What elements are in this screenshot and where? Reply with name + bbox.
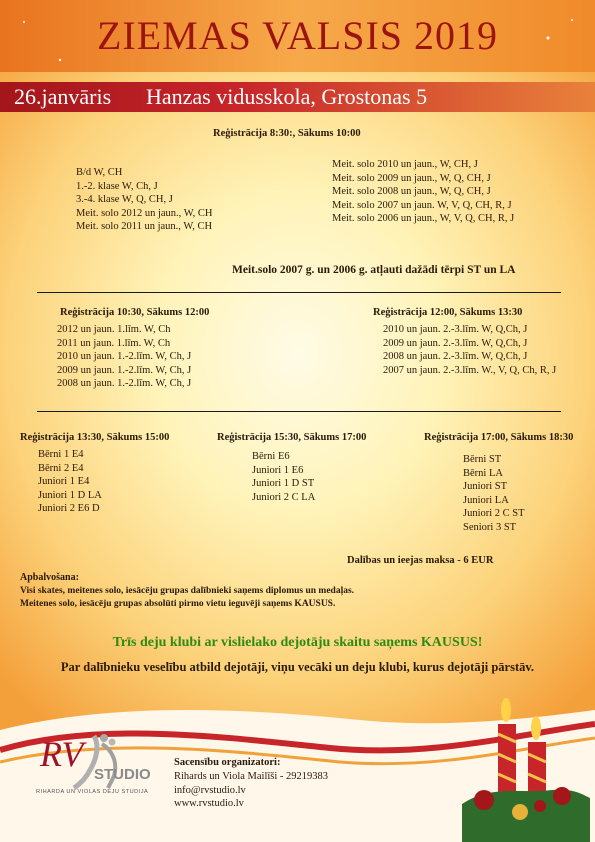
list-item: Juniori 1 D ST	[252, 478, 315, 489]
list-item: Bērni ST	[463, 454, 502, 465]
list-item: 2010 un jaun. 2.-3.līm. W, Q,Ch, J	[383, 324, 528, 335]
list-item: B/d W, CH	[76, 167, 123, 178]
list-item: Meit. solo 2010 un jaun., W, CH, J	[332, 159, 478, 170]
organizer-web[interactable]: www.rvstudio.lv	[174, 798, 244, 809]
list-item: Meit. solo 2009 un jaun., W, Q, CH, J	[332, 172, 491, 184]
page-title: ZIEMAS VALSIS 2019	[96, 13, 499, 58]
list-item: Meit. solo 2011 un jaun., W, CH	[76, 221, 213, 232]
session6-list	[463, 453, 525, 534]
list-item: Meit. solo 2012 un jaun., W, CH	[76, 207, 213, 219]
list-item: Juniori 2 E6 D	[38, 503, 100, 514]
list-item: 3.-4. klase W, Q, CH, J	[76, 194, 173, 205]
event-venue: Hanzas vidusskola, Grostonas 5	[146, 84, 428, 109]
awards-heading: Apbalvošana:	[20, 572, 79, 583]
fee-note: Dalības un ieejas maksa - 6 EUR	[347, 555, 494, 566]
logo-studio: STUDIO	[94, 766, 151, 783]
list-item: Meit. solo 2008 un jaun., W, Q, CH, J	[332, 186, 491, 197]
list-item: Bērni E6	[252, 451, 290, 462]
list-item: Bērni 2 E4	[38, 462, 84, 474]
info-banner	[0, 82, 595, 112]
sparkle-decoration	[0, 0, 595, 80]
list-item: Seniori 3 ST	[463, 521, 517, 533]
session4-list	[38, 448, 102, 516]
list-item: 2011 un jaun. 1.līm. W, Ch	[57, 337, 171, 349]
session6-heading: Reģistrācija 17:00, Sākums 18:30	[424, 432, 574, 443]
list-item: Meit. solo 2007 un jaun. W, V, Q, CH, R, J	[332, 199, 512, 211]
session1-note: Meit.solo 2007 g. un 2006 g. atļauti dažādi tērpi ST un LA	[232, 264, 516, 276]
list-item: Juniori ST	[463, 481, 508, 492]
list-item: 2012 un jaun. 1.līm. W, Ch	[57, 324, 171, 335]
session1-left-list	[76, 166, 213, 234]
highlight-text: Trīs deju klubi ar vislielako dejotāju skaitu saņems KAUSUS!	[112, 635, 483, 650]
disclaimer-text: Par dalībnieku veselību atbild dejotāji, viņu vecāki un deju klubi, kurus dejotāji pārstāv.	[60, 660, 535, 674]
list-item: Juniori LA	[463, 494, 509, 506]
list-item: 2007 un jaun. 2.-3.līm. W., V, Q, Ch, R, J	[383, 364, 557, 376]
awards-line: Visi skates, meitenes solo, iesācēju grupas dalībnieki saņems diplomus un medaļas.	[20, 586, 355, 596]
list-item: Juniori 1 E6	[252, 464, 304, 476]
session3-list	[383, 323, 556, 377]
logo-letters: RV	[40, 734, 84, 774]
divider	[37, 411, 561, 412]
session1-heading: Reģistrācija 8:30:, Sākums 10:00	[213, 128, 361, 139]
session4-heading: Reģistrācija 13:30, Sākums 15:00	[20, 432, 170, 443]
awards-line: Meitenes solo, iesācēju grupas absolūti pirmo vietu ieguvēji saņems KAUSUS.	[20, 599, 336, 609]
session1-right-list	[332, 158, 514, 226]
list-item: 2010 un jaun. 1.-2.līm. W, Ch, J	[57, 351, 192, 362]
list-item: Bērni 1 E4	[38, 449, 84, 460]
organizer-email[interactable]: info@rvstudio.lv	[174, 785, 246, 796]
list-item: Juniori 2 C LA	[252, 491, 316, 503]
list-item: 2009 un jaun. 2.-3.līm. W, Q,Ch, J	[383, 337, 528, 349]
session2-list	[57, 323, 191, 391]
event-date: 26.janvāris	[14, 84, 112, 109]
candles-illustration	[462, 694, 590, 842]
session2-heading: Reģistrācija 10:30, Sākums 12:00	[60, 307, 210, 318]
organizer-names: Rihards un Viola Mailīši - 29219383	[174, 771, 329, 782]
list-item: Meit. solo 2006 un jaun., W, V, Q, CH, R, J	[332, 213, 515, 224]
list-item: Juniori 1 E4	[38, 476, 90, 487]
list-item: 1.-2. klase W, Ch, J	[76, 180, 158, 192]
list-item: Juniori 1 D LA	[38, 489, 102, 501]
session3-heading: Reģistrācija 12:00, Sākums 13:30	[373, 307, 523, 318]
session5-heading: Reģistrācija 15:30, Sākums 17:00	[217, 432, 367, 443]
list-item: 2008 un jaun. 2.-3.līm. W, Q,Ch, J	[383, 351, 528, 362]
list-item: Juniori 2 C ST	[463, 508, 525, 519]
logo-tagline: RIHARDA UN VIOLAS DEJU STUDIJA	[36, 789, 149, 795]
list-item: 2008 un jaun. 1.-2.līm. W, Ch, J	[57, 378, 192, 389]
divider	[37, 292, 561, 293]
session5-list	[252, 450, 315, 504]
list-item: 2009 un jaun. 1.-2.līm. W, Ch, J	[57, 364, 192, 376]
organizer-heading: Sacensību organizatori:	[174, 757, 281, 768]
list-item: Bērni LA	[463, 467, 503, 479]
